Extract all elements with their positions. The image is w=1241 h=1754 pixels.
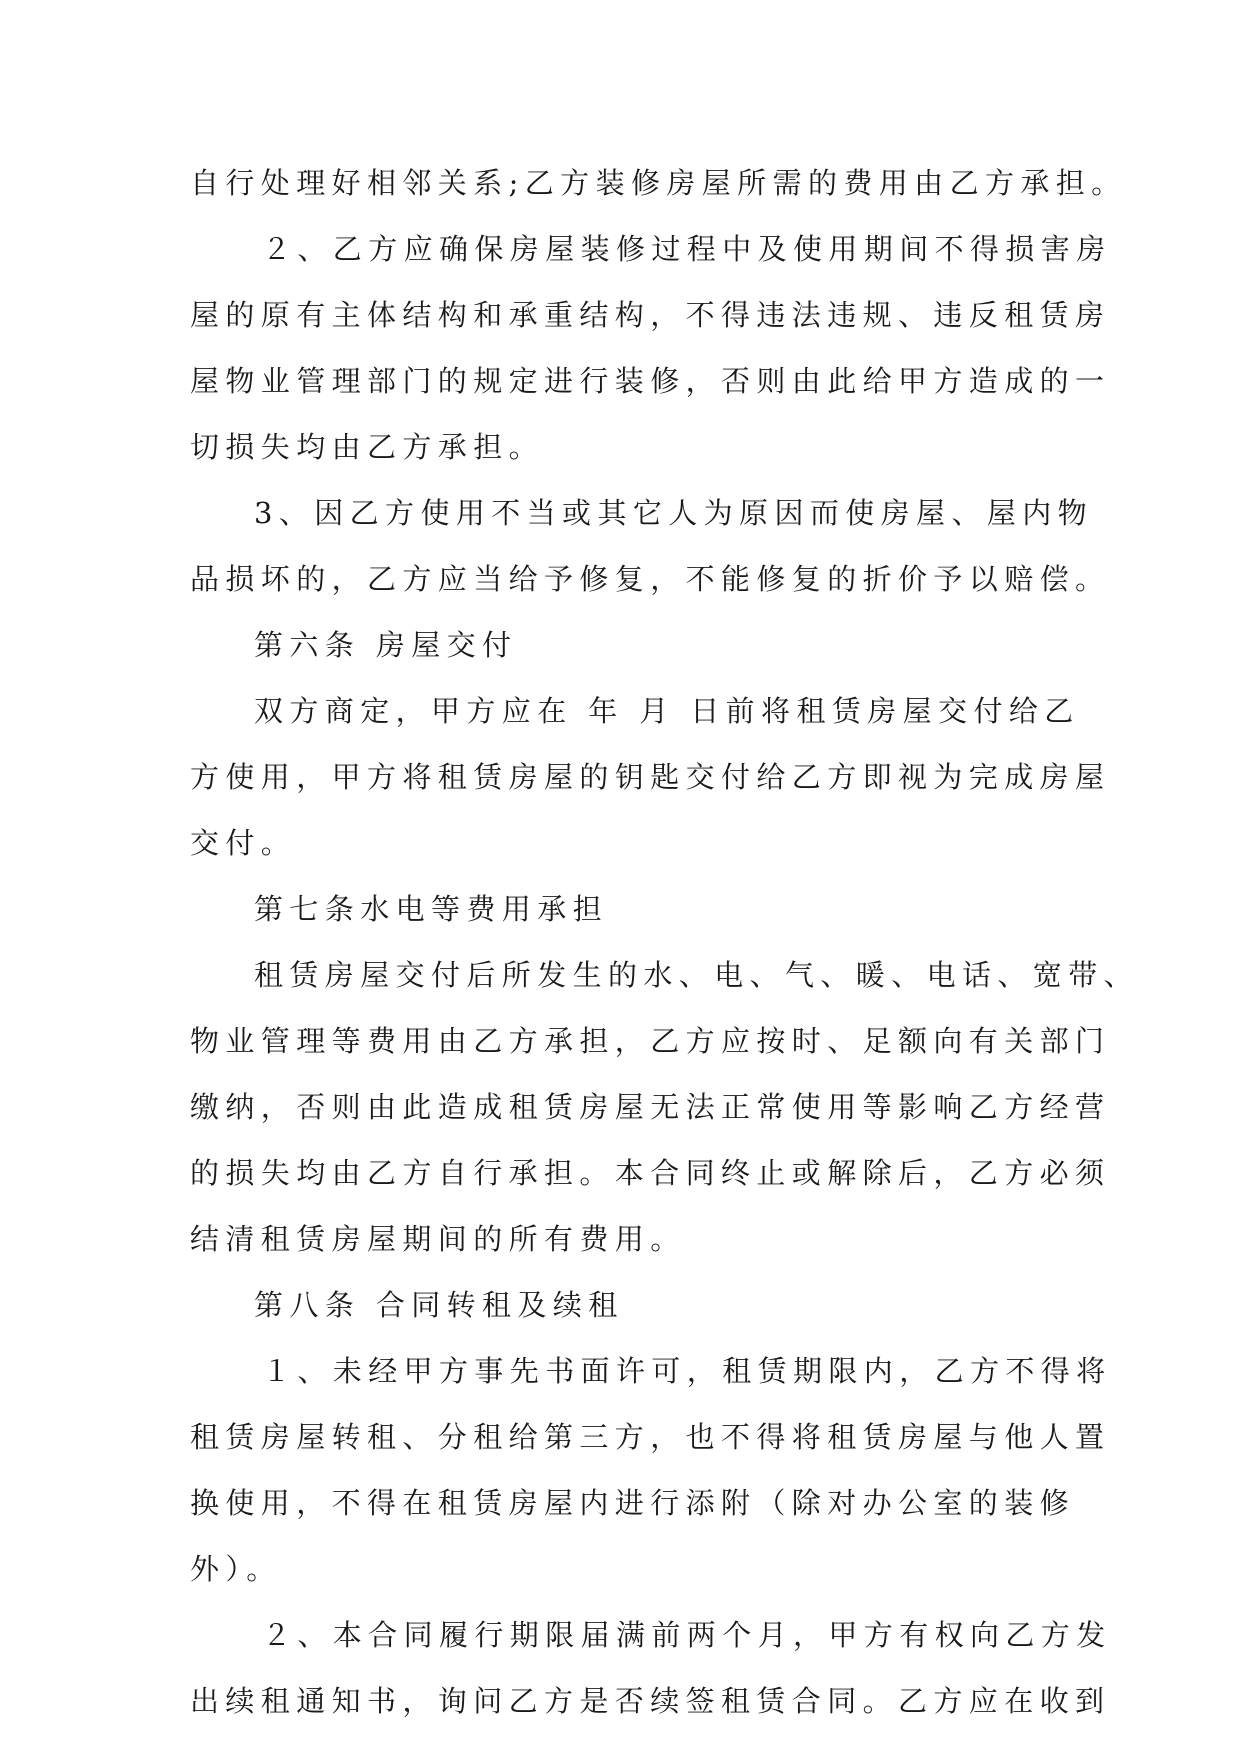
paragraph-line: 品损坏的，乙方应当给予修复，不能修复的折价予以赔偿。 — [190, 562, 1111, 596]
paragraph-line: 屋的原有主体结构和承重结构，不得违法违规、违反租赁房 — [190, 298, 1111, 332]
clause-line: ２、本合同履行期限届满前两个月，甲方有权向乙方发 — [262, 1618, 1112, 1652]
paragraph-line: 物业管理等费用由乙方承担，乙方应按时、足额向有关部门 — [190, 1024, 1111, 1058]
paragraph-line: 外）。 — [190, 1552, 282, 1586]
article-heading: 第六条 房屋交付 — [254, 628, 518, 662]
clause-line: １、未经甲方事先书面许可，租赁期限内，乙方不得将 — [262, 1354, 1112, 1388]
paragraph-line: 屋物业管理部门的规定进行装修，否则由此给甲方造成的一 — [190, 364, 1111, 398]
article-heading: 第七条水电等费用承担 — [254, 892, 609, 926]
paragraph-line: 交付。 — [190, 826, 297, 860]
paragraph-line: 缴纳，否则由此造成租赁房屋无法正常使用等影响乙方经营 — [190, 1090, 1111, 1124]
paragraph-line: 自行处理好相邻关系;乙方装修房屋所需的费用由乙方承担。 — [190, 166, 1127, 200]
paragraph-line: 出续租通知书，询问乙方是否续签租赁合同。乙方应在收到 — [190, 1684, 1111, 1718]
clause-line: 3、因乙方使用不当或其它人为原因而使房屋、屋内物 — [254, 496, 1094, 530]
paragraph-line: 的损失均由乙方自行承担。本合同终止或解除后，乙方必须 — [190, 1156, 1111, 1190]
paragraph-line: 方使用，甲方将租赁房屋的钥匙交付给乙方即视为完成房屋 — [190, 760, 1111, 794]
paragraph-line: 换使用，不得在租赁房屋内进行添附（除对办公室的装修 — [190, 1486, 1076, 1520]
paragraph-line: 租赁房屋交付后所发生的水、电、气、暖、电话、宽带、 — [254, 958, 1140, 992]
paragraph-line: 切损失均由乙方承担。 — [190, 430, 545, 464]
article-heading: 第八条 合同转租及续租 — [254, 1288, 624, 1322]
paragraph-line: 双方商定，甲方应在 年 月 日前将租赁房屋交付给乙 — [254, 694, 1080, 728]
paragraph-line: 租赁房屋转租、分租给第三方，也不得将租赁房屋与他人置 — [190, 1420, 1111, 1454]
clause-line: ２、乙方应确保房屋装修过程中及使用期间不得损害房 — [262, 232, 1112, 266]
paragraph-line: 结清租赁房屋期间的所有费用。 — [190, 1222, 686, 1256]
